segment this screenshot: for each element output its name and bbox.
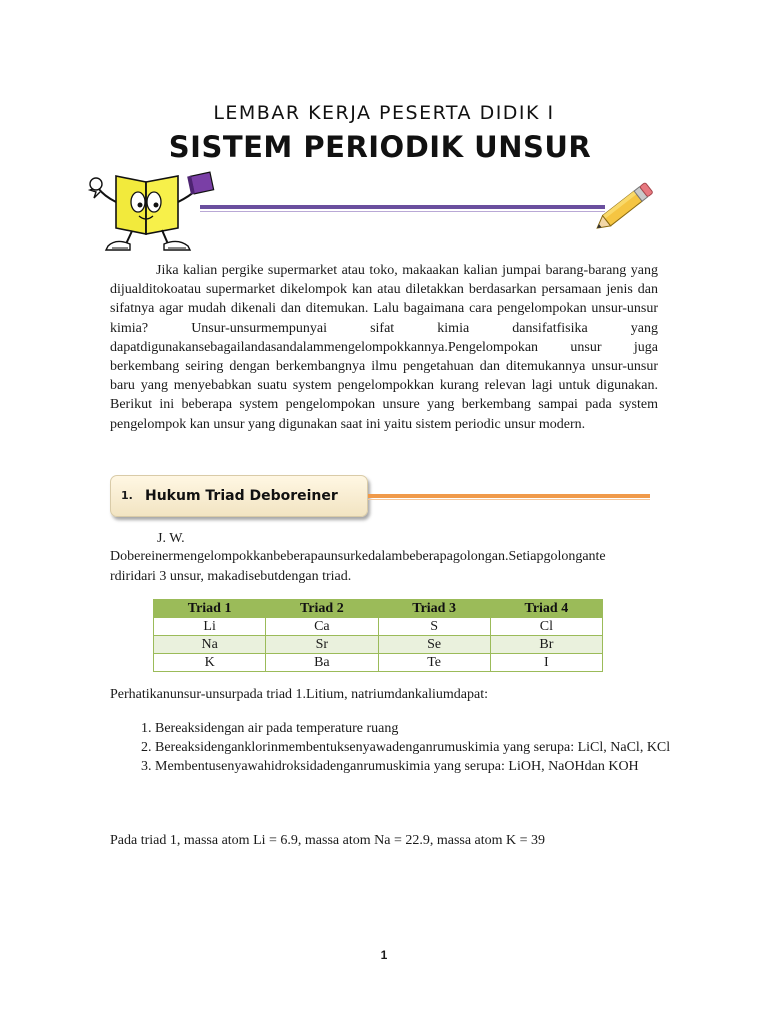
table-cell: Se — [378, 636, 490, 654]
table-cell: S — [378, 618, 490, 636]
table-cell: Na — [154, 636, 266, 654]
table-cell: I — [490, 654, 602, 672]
table-cell: Te — [378, 654, 490, 672]
section-divider-rule-shadow — [368, 499, 650, 500]
section-heading-triad — [110, 475, 368, 517]
page-number: 1 — [380, 948, 388, 962]
intro-paragraph — [110, 261, 658, 434]
property-list — [110, 719, 715, 776]
table-row — [154, 654, 603, 672]
table-cell: Li — [154, 618, 266, 636]
table-cell: Sr — [266, 636, 378, 654]
intro-paragraph-text: Jika kalian pergike supermarket atau toko, makaakan kalian jumpai barang-barang yang dijualditokoatau supermarket dikelompok kan atau diletakkan berdasarkan persamaan jenis dan sifatnya agar mudah dikenali dan ditemukan. Lalu bagaimana cara pengelompokan unsur-unsur kimia? Unsur-unsurmempunyai sifat kimia dansifatfisika yang dapatdigunakansebagailandasandalammengelompokkannya.Pengelompokan unsur juga berkembang seiring dengan berkembangnya ilmu pengetahuan dan ditemukannya unsur-unsur baru yang menyebabkan suatu system pengelompokkan kurang relevan lagi untuk digunakan. Berikut ini beberapa system pengelompokan unsure yang berkembang sampai pada system pengelompok kan unsur yang digunakan saat ini yaitu sistem periodic unsur modern. — [110, 263, 658, 432]
list-item: 1. Bereaksidengan air pada temperature ruang — [155, 719, 715, 738]
list-item: 3. Membentusenyawahidroksidadenganrumuskimia yang serupa: LiOH, NaOHdan KOH — [155, 757, 715, 776]
topic-title: SISTEM PERIODIK UNSUR — [168, 130, 592, 164]
table-header-cell: Triad 1 — [154, 600, 266, 618]
table-row — [154, 636, 603, 654]
pencil-icon — [592, 176, 658, 238]
section-divider-rule — [368, 494, 650, 498]
list-item: 2. Bereaksidenganklorinmembentuksenyawadenganrumuskimia yang serupa: LiCl, NaCl, KCl — [155, 738, 715, 757]
table-cell: Ca — [266, 618, 378, 636]
worksheet-title: LEMBAR KERJA PESERTA DIDIK I — [213, 102, 555, 124]
table-header-cell: Triad 3 — [378, 600, 490, 618]
section-number: 1. — [121, 489, 133, 502]
book-mascot-icon — [86, 168, 226, 256]
triad-table — [153, 599, 603, 672]
header-divider-rule — [200, 205, 605, 209]
triad-intro-line1: J. W. — [157, 531, 185, 546]
table-header-row — [154, 600, 603, 618]
table-row — [154, 618, 603, 636]
header-divider-rule-shadow — [200, 211, 605, 212]
table-cell: K — [154, 654, 266, 672]
triad-intro-line2: Dobereinermengelompokkanbeberapaunsurkedalambeberapagolongan.Setiapgolongante — [110, 549, 606, 564]
atomic-mass-note: Pada triad 1, massa atom Li = 6.9, massa atom Na = 22.9, massa atom K = 39 — [110, 833, 546, 848]
triad-intro-line3: rdiridari 3 unsur, makadisebutdengan triad. — [110, 569, 352, 584]
table-cell: Br — [490, 636, 602, 654]
table-cell: Cl — [490, 618, 602, 636]
observation-text: Perhatikanunsur-unsurpada triad 1.Litium, natriumdankaliumdapat: — [110, 687, 489, 702]
section-title: Hukum Triad Deboreiner — [145, 488, 338, 504]
table-header-cell: Triad 2 — [266, 600, 378, 618]
table-cell: Ba — [266, 654, 378, 672]
table-header-cell: Triad 4 — [490, 600, 602, 618]
